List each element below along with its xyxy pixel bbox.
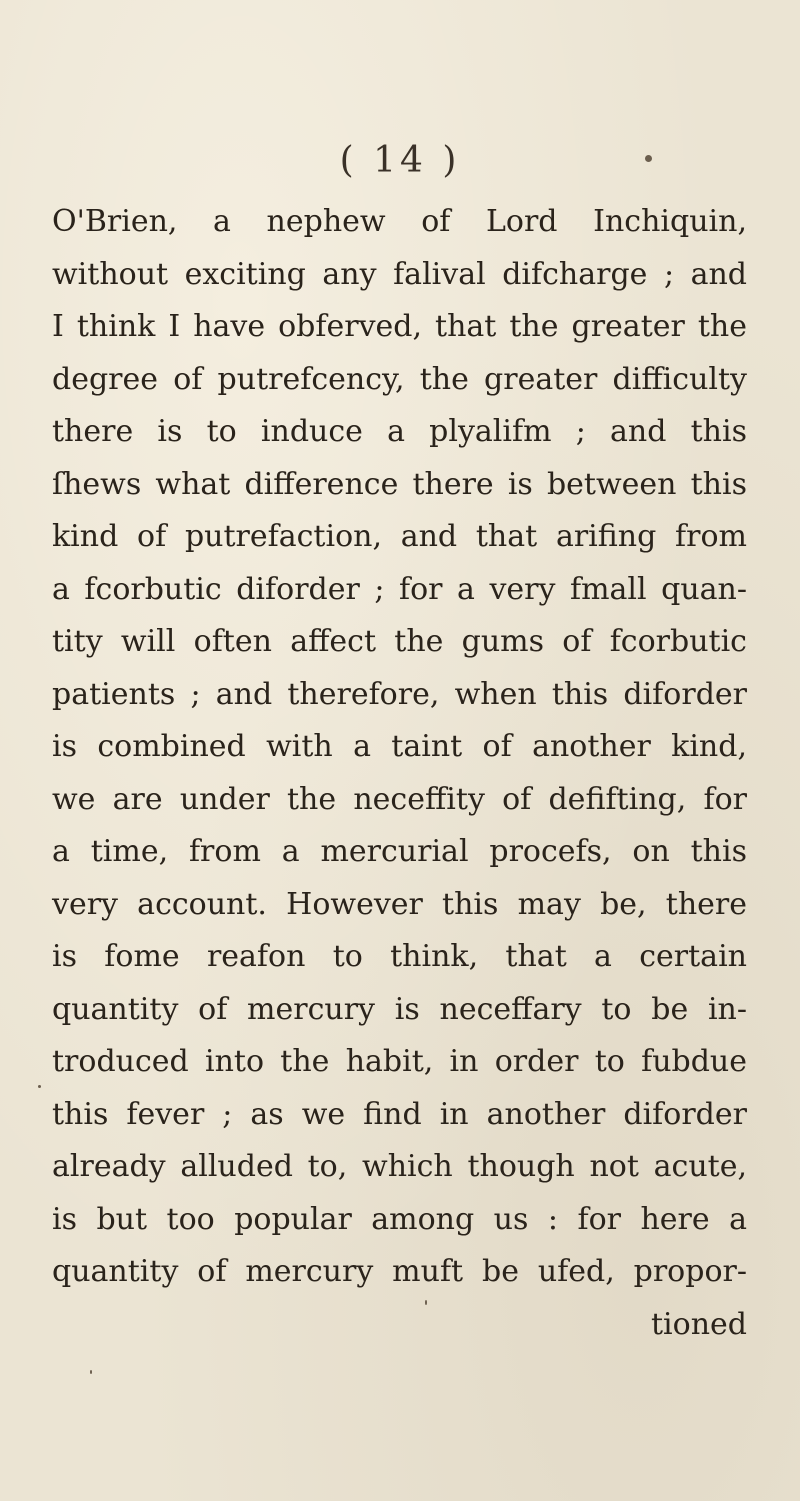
text-line: is combined with a taint of another kind, — [52, 729, 747, 764]
text-line: kind of putrefaction, and that arifing from — [52, 519, 747, 554]
text-line: tity will often affect the gums of fcorbutic — [52, 624, 747, 659]
page-number: ( 14 ) — [339, 140, 461, 181]
catchword: tioned — [651, 1306, 747, 1342]
text-line: this fever ; as we find in another diforder — [52, 1096, 747, 1132]
text-line: is fome reafon to think, that a certain — [52, 939, 747, 974]
text-line: I think I have obferved, that the greater the — [52, 309, 747, 344]
text-line: we are under the neceffity of defifting, for — [52, 781, 747, 817]
text-line: quantity of mercury muft be ufed, propor- — [52, 1254, 747, 1289]
paper-speck — [425, 1300, 427, 1305]
text-line: already alluded to, which though not acute, — [52, 1149, 747, 1184]
text-line: very account. However this may be, there — [52, 886, 747, 922]
text-line: ſhews what difference there is between this — [52, 466, 747, 502]
paper-speck — [90, 1370, 92, 1374]
text-line: without exciting any falival difcharge ; and — [52, 256, 747, 292]
paper-speck — [645, 155, 652, 162]
paper-speck — [38, 1085, 41, 1088]
text-line: quantity of mercury is neceffary to be in- — [52, 991, 747, 1027]
text-line: O'Brien, a nephew of Lord Inchiquin, — [52, 204, 747, 239]
text-line: troduced into the habit, in order to fubdue — [52, 1044, 747, 1079]
body-text — [52, 196, 747, 1351]
text-line: patients ; and therefore, when this diforder — [52, 676, 747, 712]
text-line: there is to induce a plyalifm ; and this — [52, 414, 747, 449]
text-line: a time, from a mercurial procefs, on this — [52, 834, 747, 869]
text-line: a fcorbutic diforder ; for a very fmall quan- — [52, 571, 747, 607]
text-line: degree of putrefcency, the greater difficulty — [52, 361, 747, 397]
text-line: is but too popular among us : for here a — [52, 1201, 747, 1237]
